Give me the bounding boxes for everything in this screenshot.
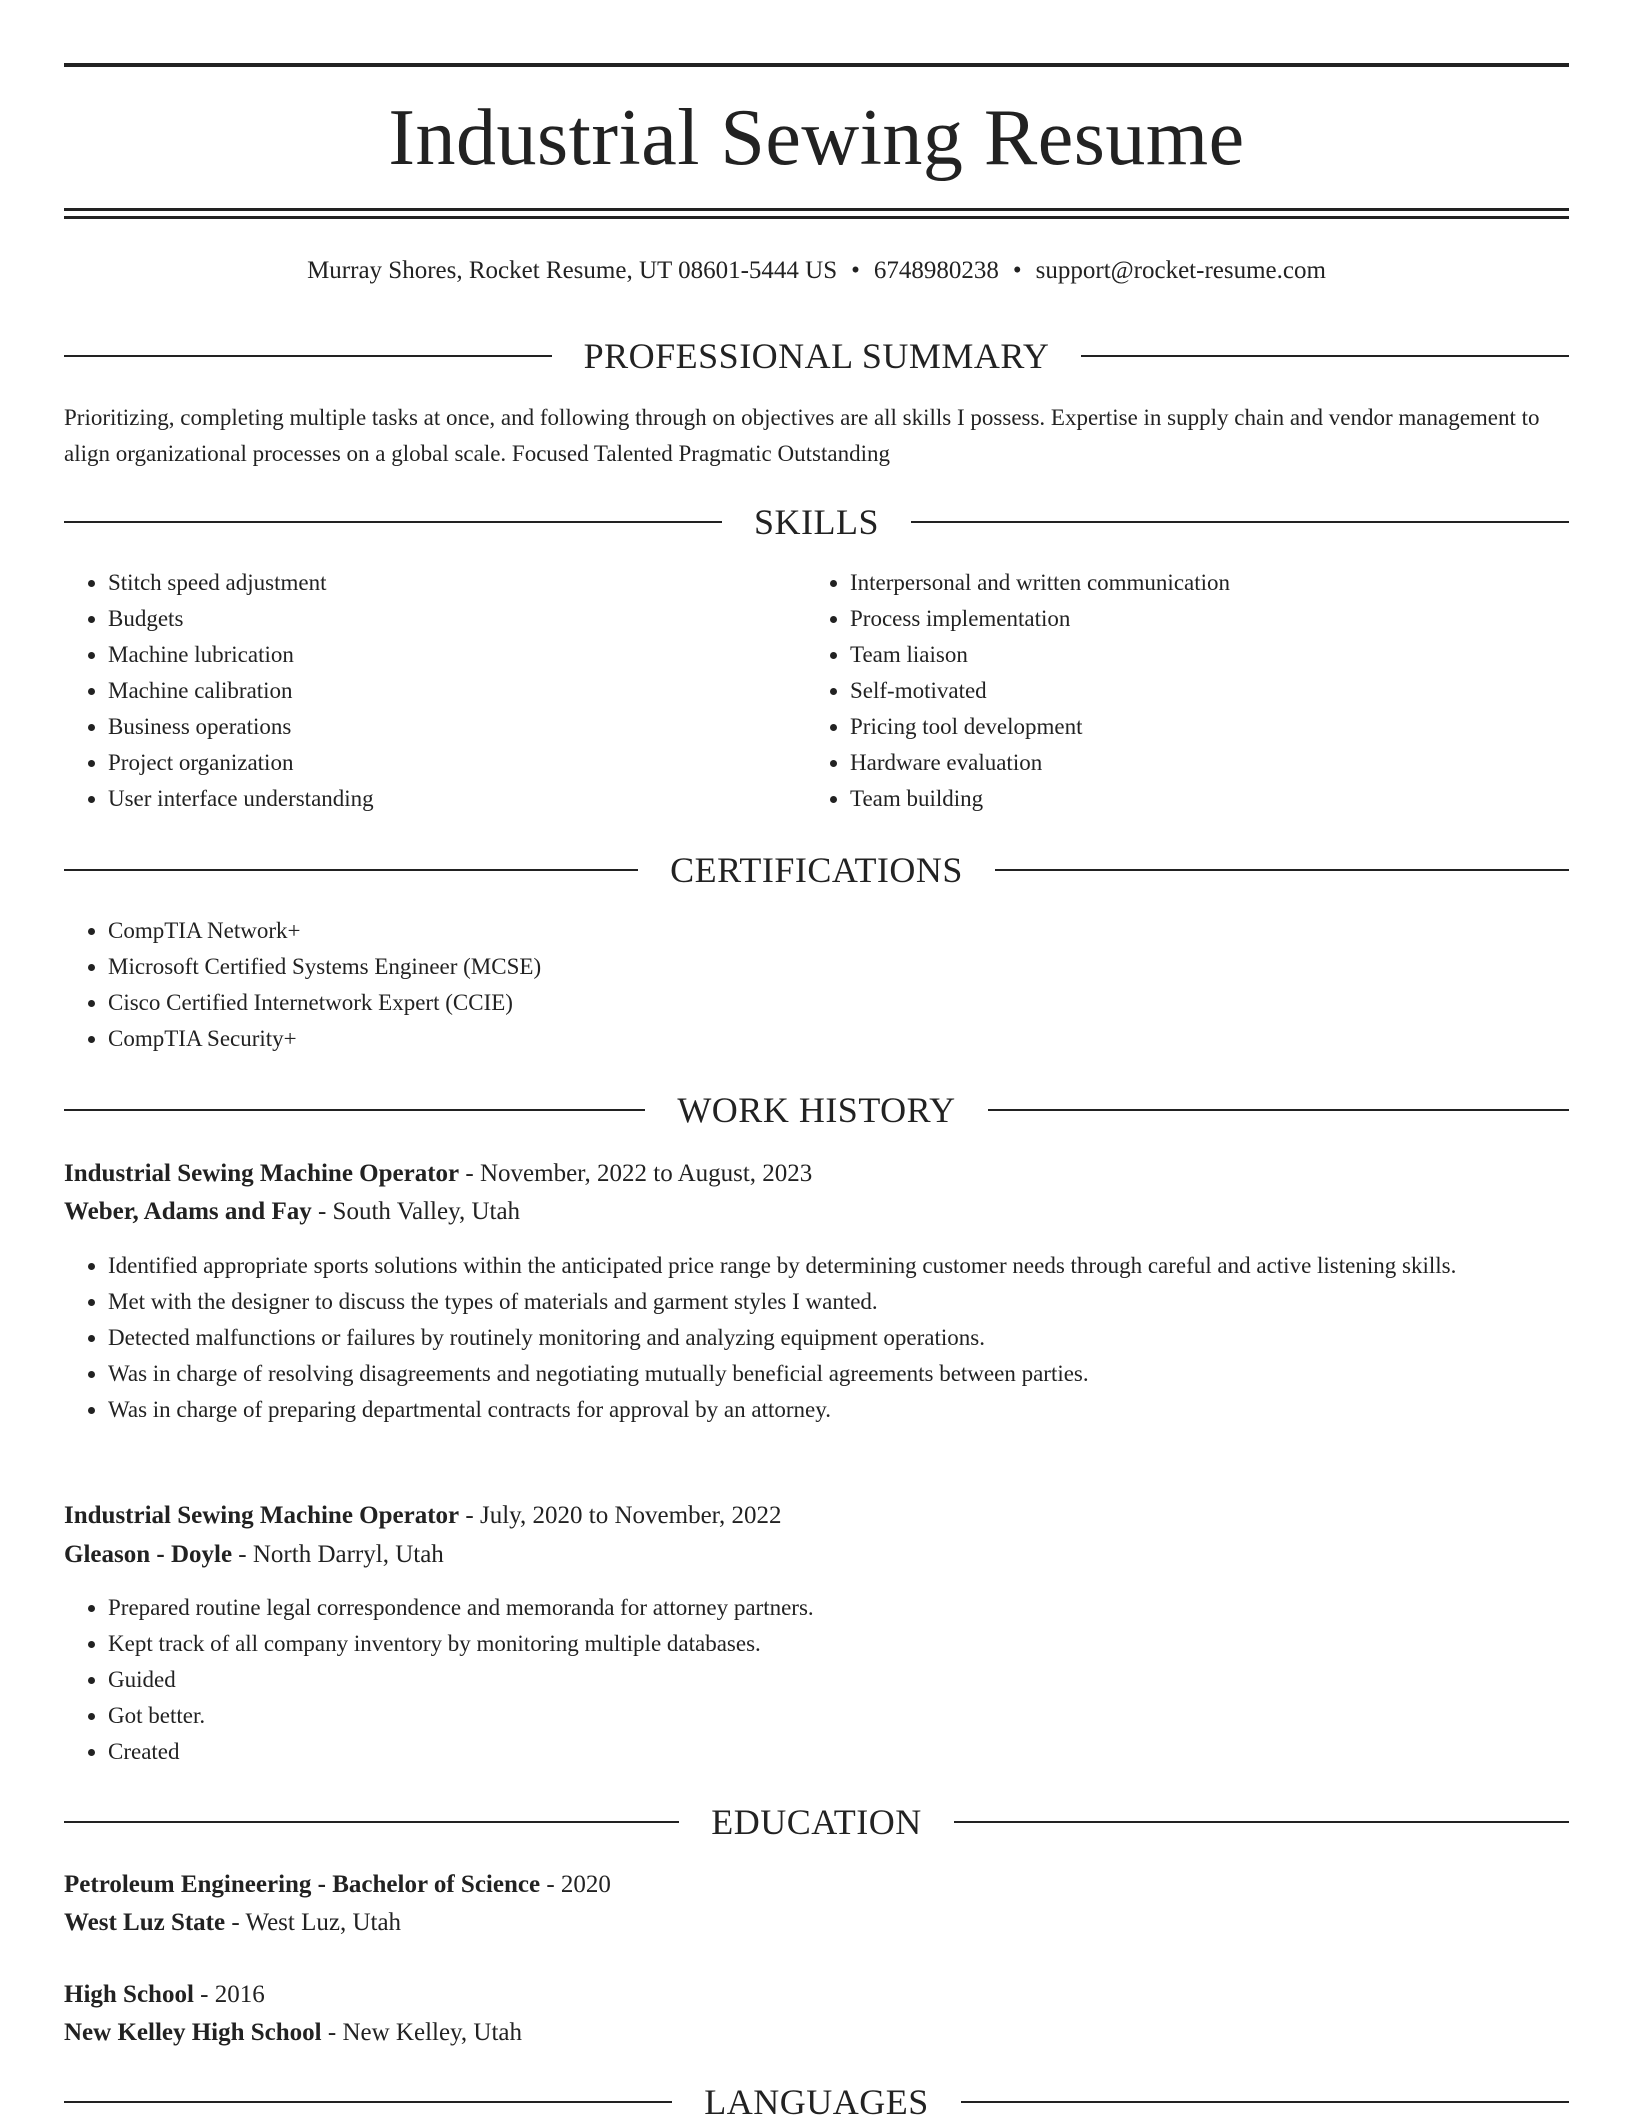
job-location: - South Valley, Utah — [311, 1198, 521, 1225]
skills-heading — [64, 500, 1569, 544]
heading-rule-right — [988, 1109, 1569, 1111]
certification-item: • Microsoft Certified Systems Engineer (MCSE) — [108, 949, 1568, 985]
education-location: - New Kelley, Utah — [321, 2019, 523, 2046]
job-bullet: • Identified appropriate sports solutions within the anticipated price range by determining customer needs through careful and active listening skills. — [108, 1248, 1569, 1284]
education-year: - 2020 — [540, 1871, 611, 1898]
job-title: Industrial Sewing Machine Operator — [64, 1502, 460, 1529]
skill-item: • Budgets — [108, 601, 808, 637]
job-company: Weber, Adams and Fay — [64, 1198, 312, 1225]
top-rule — [64, 63, 1569, 67]
job-bullets — [64, 1248, 1569, 1428]
heading-rule-right — [961, 2101, 1569, 2103]
skill-item: • Pricing tool development — [850, 709, 1610, 745]
job-company: Gleason - Doyle — [64, 1541, 233, 1568]
section-title: EDUCATION — [711, 1802, 922, 1842]
title-rule-lower — [64, 216, 1569, 219]
title-rule-upper — [64, 208, 1569, 211]
job-bullet: • Kept track of all company inventory by monitoring multiple databases. — [108, 1626, 1569, 1662]
job-bullet: • Created — [108, 1734, 1569, 1770]
education-heading — [64, 1800, 1569, 1844]
section-title: SKILLS — [754, 502, 880, 542]
education-degree: High School — [64, 1981, 194, 2008]
contact-address: Murray Shores, Rocket Resume, UT 08601-5444 US — [307, 257, 838, 284]
job-dates: - July, 2020 to November, 2022 — [459, 1502, 782, 1529]
heading-rule-right — [911, 521, 1569, 523]
contact-phone: 6748980238 — [873, 257, 999, 284]
skill-item: • Project organization — [108, 745, 808, 781]
contact-email[interactable]: support@rocket-resume.com — [1035, 257, 1326, 284]
summary-heading — [64, 334, 1569, 378]
job-bullet: • Met with the designer to discuss the types of materials and garment styles I wanted. — [108, 1284, 1569, 1320]
skill-item: • Machine calibration — [108, 673, 808, 709]
skill-item: • Hardware evaluation — [850, 745, 1610, 781]
section-title: LANGUAGES — [704, 2082, 929, 2122]
heading-rule-right — [995, 869, 1569, 871]
education-degree-line — [64, 1866, 1569, 1904]
section-title: WORK HISTORY — [677, 1090, 956, 1130]
skill-item: • Team building — [850, 781, 1610, 817]
education-degree: Petroleum Engineering - Bachelor of Science — [64, 1871, 541, 1898]
education-school-line — [64, 1904, 1569, 1942]
work-history-heading — [64, 1088, 1569, 1132]
contact-line — [64, 255, 1569, 287]
job-bullet: • Detected malfunctions or failures by routinely monitoring and analyzing equipment operations. — [108, 1320, 1569, 1356]
skill-item: • Business operations — [108, 709, 808, 745]
heading-rule-left — [64, 2101, 672, 2103]
heading-rule-left — [64, 521, 722, 523]
skill-item: • Team liaison — [850, 637, 1610, 673]
resume-title: Industrial Sewing Resume — [388, 94, 1245, 182]
job-bullet: • Was in charge of preparing departmental contracts for approval by an attorney. — [108, 1392, 1569, 1428]
certification-item: • CompTIA Network+ — [108, 913, 1568, 949]
skills-list-right — [806, 565, 1610, 817]
job-company-line — [64, 1536, 1569, 1574]
education-school: New Kelley High School — [64, 2019, 322, 2046]
skill-item: • User interface understanding — [108, 781, 808, 817]
job-location: - North Darryl, Utah — [232, 1541, 444, 1568]
skill-item: • Process implementation — [850, 601, 1610, 637]
heading-rule-left — [64, 1109, 645, 1111]
job-company-line — [64, 1193, 1569, 1231]
education-degree-line — [64, 1976, 1569, 2014]
job-bullet: • Prepared routine legal correspondence and memoranda for attorney partners. — [108, 1590, 1569, 1626]
job-bullets — [64, 1590, 1569, 1770]
job-bullet: • Was in charge of resolving disagreements and negotiating mutually beneficial agreements between parties. — [108, 1356, 1569, 1392]
certification-item: • CompTIA Security+ — [108, 1021, 1568, 1057]
languages-heading — [64, 2080, 1569, 2124]
section-title: CERTIFICATIONS — [670, 850, 963, 890]
certifications-heading — [64, 848, 1569, 892]
skills-list-left — [64, 565, 808, 817]
certification-item: • Cisco Certified Internetwork Expert (CCIE) — [108, 985, 1568, 1021]
education-school-line — [64, 2014, 1569, 2052]
job-title: Industrial Sewing Machine Operator — [64, 1160, 460, 1187]
heading-rule-left — [64, 355, 552, 357]
summary-text: Prioritizing, completing multiple tasks at once, and following through on objectives are all skills I possess. Expertise in supply chain and vendor management to align organizational processes on a global scale. Focused Talented Pragmatic Outstanding — [64, 405, 1540, 466]
education-year: - 2016 — [193, 1981, 265, 2008]
heading-rule-left — [64, 1821, 679, 1823]
education-location: - West Luz, Utah — [225, 1909, 402, 1936]
skill-item: • Stitch speed adjustment — [108, 565, 808, 601]
job-dates: - November, 2022 to August, 2023 — [459, 1160, 813, 1187]
job-bullet: • Got better. — [108, 1698, 1569, 1734]
certifications-list — [64, 913, 1568, 1057]
job-title-line — [64, 1497, 1569, 1535]
skill-item: • Self-motivated — [850, 673, 1610, 709]
job-title-line — [64, 1155, 1569, 1193]
heading-rule-right — [1081, 355, 1569, 357]
section-title: PROFESSIONAL SUMMARY — [583, 336, 1050, 376]
job-bullet: • Guided — [108, 1662, 1569, 1698]
education-school: West Luz State — [64, 1909, 226, 1936]
skill-item: • Machine lubrication — [108, 637, 808, 673]
heading-rule-left — [64, 869, 638, 871]
contact-separator: • — [851, 257, 860, 284]
skill-item: • Interpersonal and written communication — [850, 565, 1610, 601]
contact-separator: • — [1012, 257, 1022, 284]
heading-rule-right — [954, 1821, 1569, 1823]
